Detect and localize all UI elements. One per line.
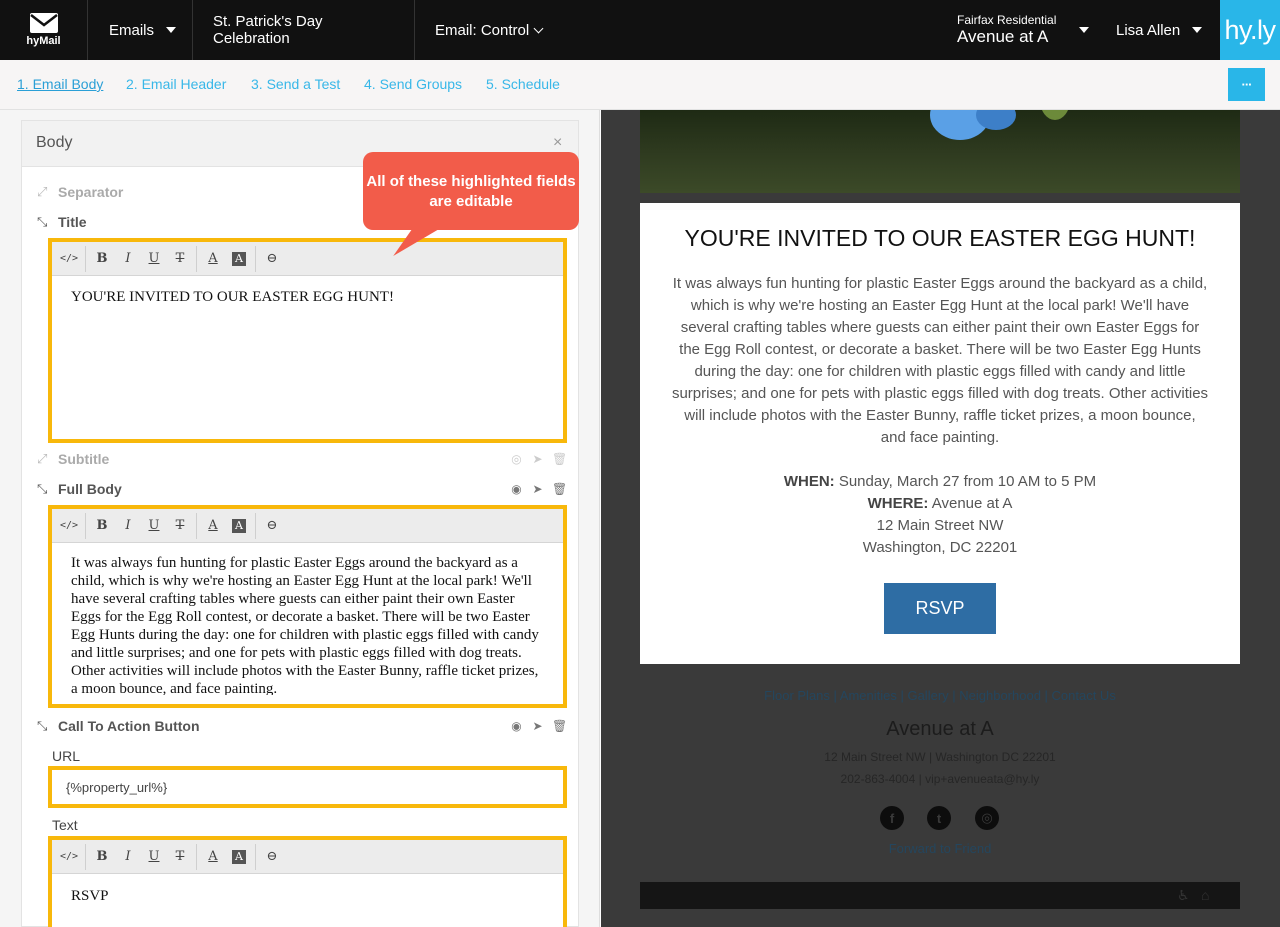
property-caret-icon[interactable] [1079,27,1089,33]
caret-down-icon [1192,27,1202,33]
instagram-icon[interactable]: ◎ [975,806,999,830]
rich-text-toolbar [52,242,563,276]
italic-icon[interactable]: I [125,251,131,266]
trash-icon[interactable]: 🗑 [552,719,568,733]
separator-field[interactable] [37,184,123,200]
url-label: URL [52,748,81,764]
user-name: Lisa Allen [1116,21,1181,39]
code-view-icon[interactable]: </> [59,851,79,862]
toolbar-divider [255,513,256,539]
cta-actions [510,719,568,733]
italic-icon[interactable]: I [125,849,131,864]
italic-icon[interactable]: I [125,518,131,533]
background-color-icon[interactable]: A [232,850,246,864]
send-icon[interactable]: ➤ [532,719,543,733]
cta-label: Call To Action Button [58,718,200,734]
accessibility-icon: ♿ [1177,887,1190,903]
caret-down-icon [166,27,176,33]
hidden-eye-icon[interactable]: ◎ [511,452,522,466]
cta-text[interactable]: RSVP [71,888,109,904]
collapse-icon[interactable]: ⤡ [37,214,48,229]
tab-send-groups[interactable]: 4. Send Groups [364,76,463,92]
email-content-card [640,203,1240,664]
campaign-name[interactable] [193,0,415,60]
address-line-1: 12 Main Street NW [876,517,1004,534]
preview-title: YOU'RE INVITED TO OUR EASTER EGG HUNT! [684,225,1196,251]
full-body-editor[interactable] [48,505,567,708]
rsvp-button[interactable]: RSVP [884,583,996,634]
collapse-icon[interactable]: ⤡ [37,481,48,496]
title-field[interactable] [37,214,87,230]
font-color-icon[interactable]: A [208,251,218,266]
subtitle-label: Subtitle [58,451,110,467]
code-view-icon[interactable]: </> [59,520,79,531]
grass-image [1040,110,1070,120]
full-body-field[interactable] [37,481,122,497]
event-details [640,471,1240,559]
underline-icon[interactable]: U [148,251,160,266]
tab-email-header[interactable]: 2. Email Header [126,76,227,92]
bold-icon[interactable]: B [96,849,108,864]
when-line [640,471,1240,493]
underline-icon[interactable]: U [148,518,160,533]
cta-text-editor[interactable] [48,836,567,927]
email-preview-pane [601,110,1280,927]
eye-icon[interactable]: ◉ [511,719,522,733]
rich-text-toolbar [52,840,563,874]
collapse-icon[interactable]: ⤡ [37,718,48,733]
eye-icon[interactable]: ◉ [511,482,522,496]
top-navigation-bar [0,0,1280,60]
footer-address: 12 Main Street NW | Washington DC 22201 [824,750,1056,764]
hero-image [640,110,1240,193]
bold-icon[interactable]: B [96,518,108,533]
expand-icon[interactable]: ⤢ [37,184,48,199]
twitter-icon[interactable]: t [927,806,951,830]
link-icon[interactable]: ⊖ [266,849,278,864]
property-name: Avenue at A [957,27,1049,46]
footer-contact: 202-863-4004 | vip+avenueata@hy.ly [840,772,1040,786]
tab-schedule[interactable]: 5. Schedule [486,76,560,92]
toolbar-divider [85,844,86,870]
when-label: WHEN: [783,473,835,490]
strikethrough-icon[interactable]: T [175,251,185,266]
underline-icon[interactable]: U [148,849,160,864]
rich-text-toolbar [52,509,563,543]
background-color-icon[interactable]: A [232,519,246,533]
send-icon[interactable]: ➤ [532,452,543,466]
full-body-text[interactable]: It was always fun hunting for plastic Easter Eggs around the backyard as a child, which is why we're hosting an Easter Egg Hunt at the local park! We'll have several crafting tables where guests can either paint their own Easter Eggs for the Egg Roll contest, or decorate a basket. There will be two Easter Egg Hunts during the day: one for children with plastic eggs filled with candy and little surprises; and one for pets with plastic eggs filled with dog treats. Other activities will include photos with the Easter Bunny, raffle ticket prizes, a moon bounce, and face painting. [71,555,539,695]
forward-to-friend-link[interactable]: Forward to Friend [888,841,992,856]
subtitle-field[interactable] [37,451,109,467]
cta-field[interactable] [37,718,200,734]
tab-email-body[interactable]: 1. Email Body [17,76,104,92]
step-tabs [0,60,1280,110]
more-options-button[interactable]: ··· [1228,68,1265,101]
toolbar-divider [255,844,256,870]
where-value: Avenue at A [931,495,1013,512]
facebook-icon[interactable]: f [880,806,904,830]
bold-icon[interactable]: B [96,251,108,266]
font-color-icon[interactable]: A [208,849,218,864]
title-label: Title [58,214,87,230]
toolbar-divider [196,246,197,272]
full-body-label: Full Body [58,481,122,497]
expand-icon[interactable]: ⤢ [37,451,48,466]
property-group: Fairfax Residential [957,13,1057,27]
toolbar-divider [85,513,86,539]
address-line-2: Washington, DC 22201 [862,539,1018,556]
font-color-icon[interactable]: A [208,518,218,533]
separator-label: Separator [58,184,124,200]
send-icon[interactable]: ➤ [532,482,543,496]
background-color-icon[interactable]: A [232,252,246,266]
emails-menu-label: Emails [109,21,155,39]
subtitle-actions [510,452,568,466]
chevron-down-icon [534,23,544,33]
hyly-brand-logo[interactable]: hy.ly [1220,0,1280,60]
link-icon[interactable]: ⊖ [266,518,278,533]
toolbar-divider [85,246,86,272]
where-label: WHERE: [867,495,929,512]
equal-housing-icon: ⌂ [1201,887,1210,903]
where-line [640,493,1240,515]
trash-icon[interactable]: 🗑 [552,482,568,496]
hymail-logo[interactable] [0,0,88,60]
tab-send-test[interactable]: 3. Send a Test [251,76,341,92]
title-text[interactable]: YOU'RE INVITED TO OUR EASTER EGG HUNT! [71,289,394,305]
footer-bar [640,882,1240,909]
campaign-name-label: St. Patrick's Day Celebration [213,13,323,47]
code-view-icon[interactable]: </> [59,253,79,264]
link-icon[interactable]: ⊖ [266,251,278,266]
email-variant-menu[interactable] [415,0,565,60]
property-selector[interactable] [957,0,1056,60]
trash-icon[interactable]: 🗑 [552,452,568,466]
footer-property-name: Avenue at A [886,718,994,740]
user-menu[interactable] [1116,0,1202,60]
strikethrough-icon[interactable]: T [175,849,185,864]
toolbar-divider [255,246,256,272]
strikethrough-icon[interactable]: T [175,518,185,533]
emails-menu[interactable] [89,0,193,60]
close-icon[interactable]: × [553,134,563,151]
toolbar-divider [196,844,197,870]
when-value: Sunday, March 27 from 10 AM to 5 PM [838,473,1097,490]
footer-links[interactable]: Floor Plans | Amenities | Gallery | Neighborhood | Contact Us [764,688,1116,703]
email-variant-label: Email: Control [435,21,530,39]
toolbar-divider [196,513,197,539]
preview-body: It was always fun hunting for plastic Easter Eggs around the backyard as a child, which is why we're hosting an Easter Egg Hunt at the local park! We'll have several crafting tables where guests can either paint their own Easter Eggs for the Egg Roll contest, or decorate a basket. There will be two Easter Egg Hunts during the day: one for children with plastic eggs filled with candy and little surprises; and one for pets with plastic eggs filled with dog treats. Other activities will include photos with the Easter Bunny, raffle ticket prizes, a moon bounce, and face painting. [671,275,1209,446]
panel-title: Body [36,134,73,151]
envelope-icon [30,13,58,33]
logo-label: hyMail [26,35,61,47]
full-body-actions [510,482,568,496]
text-label: Text [52,817,78,833]
title-editor[interactable] [48,238,567,443]
editable-hint-tooltip: All of these highlighted fields are editable [363,152,579,230]
url-input[interactable]: {%property_url%} [48,766,567,808]
